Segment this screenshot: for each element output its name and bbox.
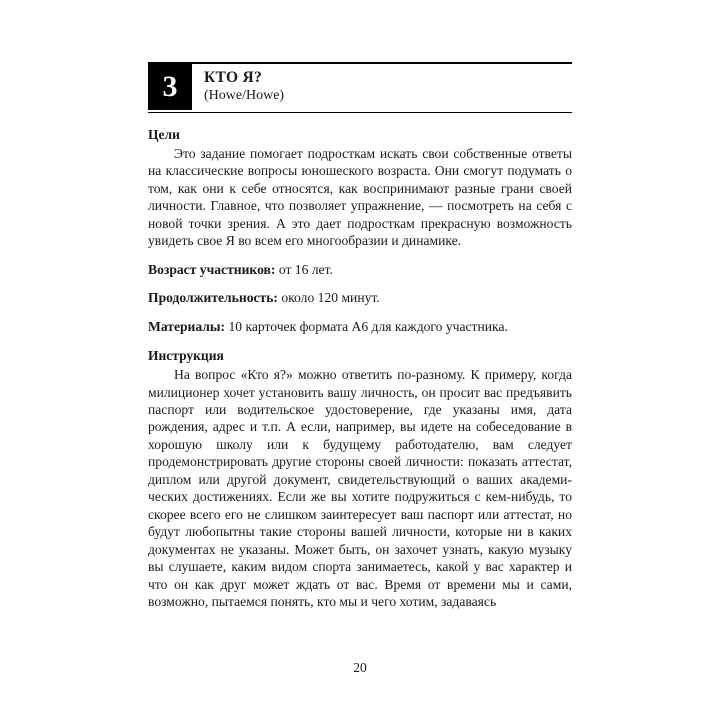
chapter-header <box>148 62 572 110</box>
materials-line <box>148 318 572 335</box>
instruction-section <box>148 348 572 610</box>
instruction-heading: Инструкция <box>148 348 224 364</box>
goals-text: Это задание помогает подросткам искать свои собственные ответы на классические вопросы юношеского возраста. Они смогут подумать о том, как они к себе относятся, как воспринимают разные грани своей личности. Главное, что позволяет упражнение, — посмотреть на себя с новой точки зрения. А это дает подросткам прекрасную возможность увидеть свое Я во всем его многообразии и динамике. <box>148 146 572 249</box>
header-divider <box>148 112 572 113</box>
materials-value: 10 карточек формата А6 для каждого участника. <box>228 318 508 334</box>
age-value: от 16 лет. <box>278 261 333 277</box>
duration-label: Продолжительность: <box>148 290 278 306</box>
chapter-title-group <box>192 64 572 110</box>
page-number: 20 <box>353 660 367 675</box>
page-title: КТО Я? <box>204 69 263 87</box>
chapter-subtitle: (Howe/Howe) <box>204 88 285 103</box>
age-label: Возраст участников: <box>148 261 276 277</box>
duration-value: около 120 минут. <box>281 290 380 306</box>
materials-label: Материалы: <box>148 318 226 334</box>
goals-heading: Цели <box>148 127 180 142</box>
goals-section <box>148 127 572 250</box>
duration-line <box>148 289 572 306</box>
instruction-text: На вопрос «Кто я?» можно ответить по-разному. К примеру, когда милиционер хочет установить вашу личность, он просит вас предъявить паспорт или водительское удостоверение, где указаны имя, дата рождения, адрес и т.п. А если, например, вы идете на собеседование в хорошую школу или к будущему работодателю, вам следует продемонстрировать другие стороны своей личности: показать аттестат, диплом или другой документ, свидетельствующий о ваших академических достижениях. Если же вы хотите подружиться с кем-нибудь, то скорее всего его не слишком заинтересует ваш паспорт или аттестат, но будут любопытны такие стороны вашей личности, которые ни в каких документах не указаны. Может быть, он захочет узнать, какую музыку вы слушаете, каким видом спорта занимаетесь, какой у вас характер и что он как друг может ждать от вас. Время от времени мы и сами, возможно, пытаемся понять, кто мы и чего хотим, задаваясь <box>148 367 572 609</box>
chapter-number: 3 <box>148 64 192 110</box>
age-line <box>148 261 572 278</box>
